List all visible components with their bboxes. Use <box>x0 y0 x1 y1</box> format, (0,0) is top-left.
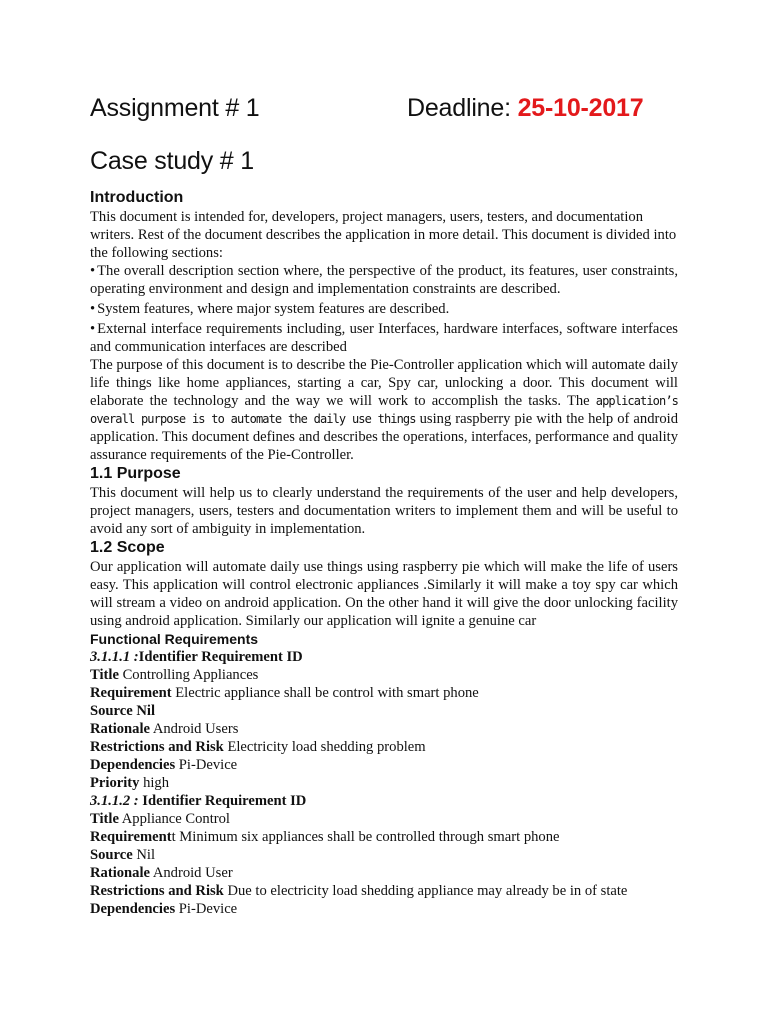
field-label: Rationale <box>90 721 150 737</box>
purpose-section-text: This document will help us to clearly understand the requirements of the user and help developers, project managers, users, testers and documentation writers to implement them and will be useful to avoid any sort of ambiguity in implementation. <box>90 485 678 537</box>
document-page <box>90 88 678 918</box>
field-value: Pi-Device <box>175 757 238 773</box>
req-id-number: 3.1.1.2 : <box>90 793 143 809</box>
req2-requirement <box>90 828 678 846</box>
scope-heading: 1.2 Scope <box>90 539 165 556</box>
field-label: Dependencies <box>90 757 176 773</box>
req2-rationale <box>90 864 678 882</box>
purpose-text-c: using raspberry pie with the help of android application. This document defines and describes the operations, interfaces, performance and quality assurance requirements of the Pie-Controller. <box>90 411 678 463</box>
req1-risk <box>90 738 678 756</box>
field-value: Due to electricity load shedding appliance may already be in of state <box>223 883 628 899</box>
req-id-label: Identifier Requirement ID <box>138 649 303 665</box>
field-value: Appliance Control <box>118 811 230 827</box>
req1-priority <box>90 774 678 792</box>
case-study-title: Case study # 1 <box>90 147 254 175</box>
scope-section-text: Our application will automate daily use things using raspberry pie which will make the life of users easy. This application will control electronic appliances .Similarly it will make a toy spy car which will stream a video on android application. On the other hand it will give the door unlocking facility using android application. Similarly our application will ignite a genuine car <box>90 559 678 629</box>
purpose-text-a: The purpose of this document is to describe the Pie-Controller application which will automate daily life things like home appliances, starting a car, Spy car, unlocking a door. This document will elaborate the technology and the way we will work to accomplish the tasks. The <box>90 357 678 409</box>
req1-source <box>90 702 678 720</box>
deadline-date: 25-10-2017 <box>517 94 644 122</box>
req-id-number: 3.1.1.1 : <box>90 649 139 665</box>
field-value: t Minimum six appliances shall be controlled through smart phone <box>171 829 560 845</box>
field-label: Title <box>90 811 119 827</box>
field-value: Pi-Device <box>175 901 238 917</box>
requirement-id-1 <box>90 648 678 666</box>
introduction-paragraph: This document is intended for, developers, project managers, users, testers, and documentation writers. Rest of the document describes the application in more detail. This document is divided into the following sections: <box>90 209 677 261</box>
field-value: Electricity load shedding problem <box>223 739 426 755</box>
req2-dependencies <box>90 900 678 918</box>
field-value: Nil <box>132 847 155 863</box>
field-label: Rationale <box>90 865 150 881</box>
field-label: Source Nil <box>90 703 155 719</box>
requirement-id-2 <box>90 792 678 810</box>
assignment-title: Assignment # 1 <box>90 94 260 122</box>
purpose-text-b: application’s overall purpose is to automate the daily use things <box>90 394 678 426</box>
bullet-item: • The overall description section where, the perspective of the product, its features, user constraints, operating environment and design and implementation constraints are described. <box>90 262 678 298</box>
field-value: Electric appliance shall be control with smart phone <box>171 685 479 701</box>
introduction-heading: Introduction <box>90 189 184 206</box>
field-label: Source <box>90 847 133 863</box>
deadline-label: Deadline: <box>407 94 518 122</box>
field-label: Restrictions and Risk <box>90 739 224 755</box>
req-id-label: Identifier Requirement ID <box>142 793 307 809</box>
field-label: Requirement <box>90 685 172 701</box>
bullet-item: • External interface requirements including, user Interfaces, hardware interfaces, software interfaces and communication interfaces are described <box>90 320 678 356</box>
field-value: Android Users <box>150 721 239 737</box>
title-row <box>90 88 678 128</box>
purpose-heading: 1.1 Purpose <box>90 465 181 482</box>
deadline <box>407 88 643 128</box>
req1-requirement <box>90 684 678 702</box>
functional-requirements-heading: Functional Requirements <box>90 631 259 647</box>
field-label: Restrictions and Risk <box>90 883 224 899</box>
field-label: Requirement <box>90 829 172 845</box>
field-value: high <box>139 775 170 791</box>
req1-rationale <box>90 720 678 738</box>
field-value: Controlling Appliances <box>118 667 259 683</box>
req1-title <box>90 666 678 684</box>
req2-risk <box>90 882 678 900</box>
bullet-item: • System features, where major system features are described. <box>90 300 678 318</box>
req2-title <box>90 810 678 828</box>
field-label: Title <box>90 667 119 683</box>
req2-source <box>90 846 678 864</box>
field-value: Android User <box>150 865 233 881</box>
req1-dependencies <box>90 756 678 774</box>
purpose-paragraph <box>90 356 678 464</box>
field-label: Dependencies <box>90 901 176 917</box>
field-label: Priority <box>90 775 140 791</box>
